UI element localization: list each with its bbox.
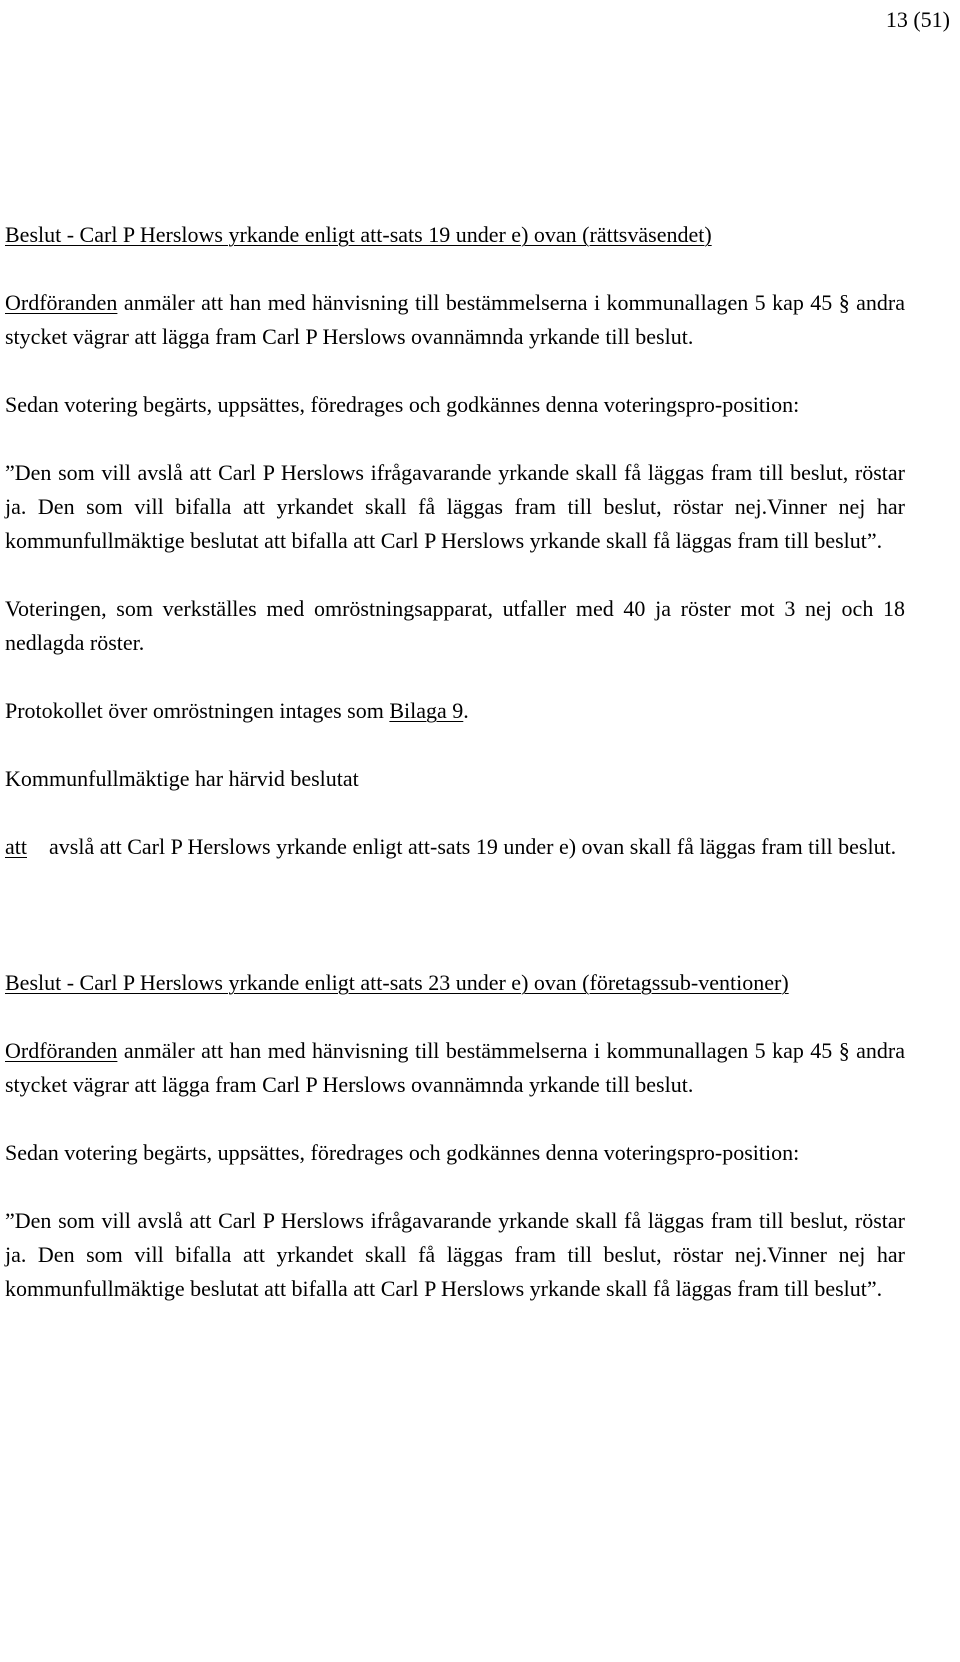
section2-chairman-paragraph	[5, 1034, 905, 1102]
page-number: 13 (51)	[885, 7, 950, 32]
section1-vote-proposition-intro: Sedan votering begärts, uppsättes, föredrages och godkännes denna voteringspro-position:	[5, 392, 800, 417]
chairman-text: anmäler att han med hänvisning till bestämmelserna i kommunallagen 5 kap 45 § andra stycket vägrar att lägga fram Carl P Herslows ovannämnda yrkande till beslut.	[5, 290, 905, 349]
chairman-label: Ordföranden	[5, 290, 118, 315]
section1-protocol-note	[5, 694, 905, 728]
section1-chairman-paragraph	[5, 286, 905, 354]
decision-text: avslå att Carl P Herslows yrkande enligt att-sats 19 under e) ovan skall få läggas fram till beslut.	[49, 834, 897, 859]
chairman-label: Ordföranden	[5, 1038, 118, 1063]
section-heading-2: Beslut - Carl P Herslows yrkande enligt att-sats 23 under e) ovan (företagssub-ventioner)	[5, 970, 789, 995]
section1-decision-intro: Kommunfullmäktige har härvid beslutat	[5, 766, 359, 791]
section-heading-1: Beslut - Carl P Herslows yrkande enligt att-sats 19 under e) ovan (rättsväsendet)	[5, 222, 712, 247]
section1-vote-proposition: ”Den som vill avslå att Carl P Herslows ifrågavarande yrkande skall få läggas fram till beslut, röstar ja. Den som vill bifalla att yrkandet skall få läggas fram till beslut, röstar nej.Vinner nej har kommunfullmäktige beslutat att bifalla att Carl P Herslows yrkande skall få läggas fram till beslut”.	[5, 460, 905, 553]
document-body	[5, 218, 905, 1306]
protocol-text: Protokollet över omröstningen intages som	[5, 698, 390, 723]
section1-decision	[5, 830, 905, 864]
section2-vote-proposition-intro: Sedan votering begärts, uppsättes, föredrages och godkännes denna voteringspro-position:	[5, 1140, 800, 1165]
protocol-period: .	[463, 698, 469, 723]
appendix-link[interactable]: Bilaga 9	[389, 698, 464, 723]
att-label: att	[5, 834, 27, 859]
chairman-text: anmäler att han med hänvisning till bestämmelserna i kommunallagen 5 kap 45 § andra stycket vägrar att lägga fram Carl P Herslows ovannämnda yrkande till beslut.	[5, 1038, 905, 1097]
section2-vote-proposition: ”Den som vill avslå att Carl P Herslows ifrågavarande yrkande skall få läggas fram till beslut, röstar ja. Den som vill bifalla att yrkandet skall få läggas fram till beslut, röstar nej.Vinner nej har kommunfullmäktige beslutat att bifalla att Carl P Herslows yrkande skall få läggas fram till beslut”.	[5, 1208, 905, 1301]
section1-vote-result: Voteringen, som verkställes med omröstningsapparat, utfaller med 40 ja röster mot 3 nej och 18 nedlagda röster.	[5, 596, 905, 655]
